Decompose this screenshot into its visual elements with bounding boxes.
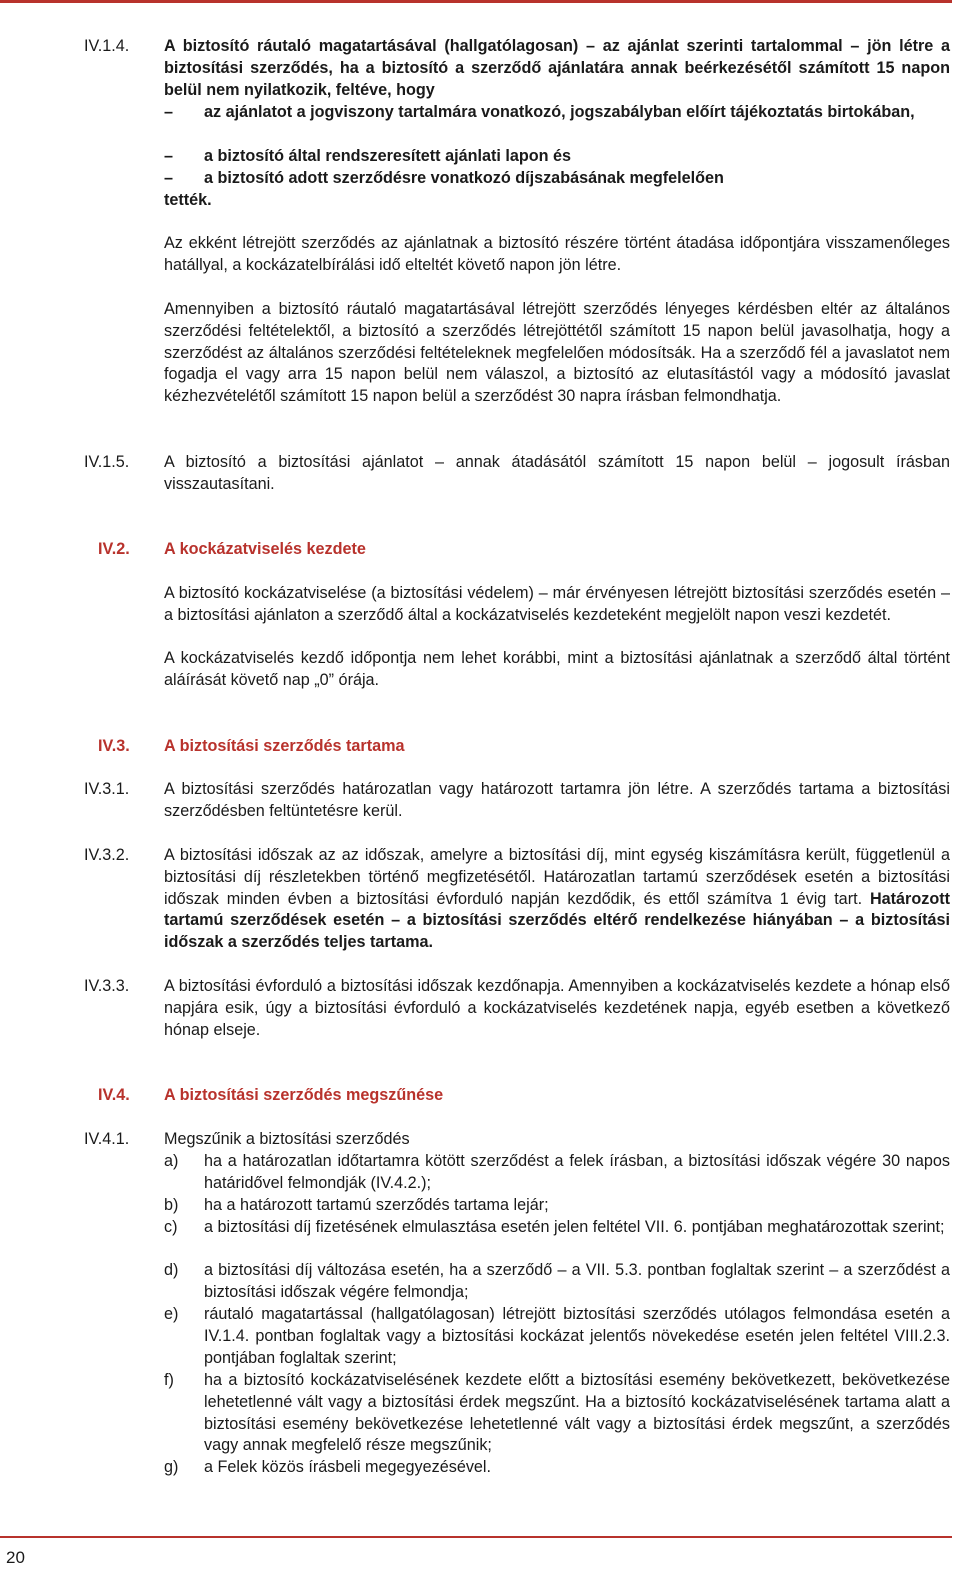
paragraph-bold-text: Határozott tartamú szerződések esetén – a biztosítási szerződés eltérő rendelkezése hiányában – a biztosítási időszak a szerződés teljes tartama. <box>164 889 951 952</box>
list-item-text: ha a határozatlan időtartamra kötött szerződést a felek írásban, a biztosítási időszak végére 30 napos határidővel felmondják (IV.4.2.); <box>204 1152 950 1192</box>
dash-item-text: a biztosító által rendszeresített ajánlati lapon és <box>204 147 572 165</box>
list-marker: e) <box>164 1305 179 1323</box>
paragraph: A kockázatviselés kezdő időpontja nem lehet korábbi, mint a biztosítási ajánlatnak a szerződő által történt aláírását követő nap „0” órája. <box>164 649 950 689</box>
list-marker: d) <box>164 1261 179 1279</box>
section-closing: tették. <box>164 191 212 209</box>
list-marker: b) <box>164 1196 179 1214</box>
paragraph: A biztosító a biztosítási ajánlatot – annak átadásától számított 15 napon belül – jogosult írásban visszautasítani. <box>164 453 950 493</box>
section-number: IV.3.2. <box>84 846 130 864</box>
list-item <box>164 1457 950 1479</box>
paragraph: Az ekként létrejött szerződés az ajánlatnak a biztosító részére történt átadása időpontjára visszamenőleges hatállyal, a kockázatelbírálási idő elteltét követő napon jön létre. <box>164 234 950 274</box>
dash-item <box>164 146 950 168</box>
list-item-text: ráutaló magatartással (hallgatólagosan) létrejött biztosítási szerződés utólagos felmondása esetén a IV.1.4. pontban foglaltak vagy a biztosítási kockázat jelentős növekedése esetén jelen feltétel VIII.2.3. pontjában foglaltak szerint; <box>204 1305 950 1367</box>
paragraph: A biztosítási évforduló a biztosítási időszak kezdőnapja. Amennyiben a kockázatviselés kezdete a hónap első napjára esik, úgy a biztosítási évforduló a kockázatviselés kezdetének napja, egyéb esetben a következő hónap elseje. <box>164 977 950 1039</box>
section-number: IV.1.4. <box>84 37 130 55</box>
section-title: A biztosítási szerződés megszűnése <box>164 1086 444 1104</box>
top-rule <box>0 0 952 3</box>
dash-item <box>164 168 950 190</box>
list-item-text: ha a határozott tartamú szerződés tartama lejár; <box>204 1196 549 1214</box>
section-number: IV.3. <box>98 737 130 755</box>
section-title: A kockázatviselés kezdete <box>164 540 366 558</box>
list-item <box>164 1370 950 1457</box>
paragraph: A biztosítási szerződés határozatlan vagy határozott tartamra jön létre. A szerződés tartama a biztosítási szerződésben feltüntetésre kerül. <box>164 780 950 820</box>
paragraph-text: A biztosítási időszak az az időszak, amelyre a biztosítási díj, mint egység kiszámításra került, függetlenül a biztosítási díj részletekben történő megfizetésétől. Határozatlan tartamú szerződések esetén a biztosítási időszak minden évben a biztosítási évforduló napján kezdődik, és ettől számítva 1 évig tart. <box>164 846 950 908</box>
section-number: IV.4.1. <box>84 1130 130 1148</box>
dash-item <box>164 102 950 124</box>
section-number: IV.1.5. <box>84 453 130 471</box>
page-number: 20 <box>6 1548 25 1567</box>
paragraph: Amennyiben a biztosító ráutaló magatartásával létrejött szerződés lényeges kérdésben eltér az általános szerződési feltételektől, a biztosító a szerződés létrejöttétől számított 15 napon belül javasolhatja, hogy a szerződést az általános szerződési feltételeknek megfelelően módosítsák. Ha a szerződő fél a javaslatot nem fogadja el vagy arra 15 napon belül nem válaszol, a biztosító az elutasítástól vagy a módosító javaslat kézhezvételétől számított 15 napon belül a szerződést 30 napra írásban felmondhatja. <box>164 300 950 406</box>
list-item <box>164 1260 950 1304</box>
section-title: A biztosítási szerződés tartama <box>164 737 405 755</box>
list-item <box>164 1304 950 1369</box>
dash-marker: – <box>164 103 174 121</box>
list-item <box>164 1217 950 1239</box>
section-number: IV.4. <box>98 1086 130 1104</box>
list-item-text: ha a biztosító kockázatviselésének kezdete előtt a biztosítási esemény bekövetkezett, bekövetkezése lehetetlenné vált vagy a biztosítási érdek megszűnt. Ha a biztosító kockázatviselésének tartama alatt a biztosítási esemény bekövetkezése lehetetlenné vált vagy a biztosítási érdek megszűnt, a szerződés vagy annak megfelelő része megszűnik; <box>204 1371 950 1455</box>
dash-marker: – <box>164 147 174 165</box>
section-intro: A biztosító ráutaló magatartásával (hallgatólagosan) – az ajánlat szerinti tartalommal – jön létre a biztosítási szerződés, ha a biztosító a szerződő ajánlatára annak beérkezésétől számított 15 napon belül nem nyilatkozik, feltéve, hogy <box>164 37 950 99</box>
list-item-text: a biztosítási díj fizetésének elmulasztása esetén jelen feltétel VII. 6. pontjában meghatározottak szerint; <box>204 1218 945 1236</box>
list-marker: a) <box>164 1152 179 1170</box>
list-item <box>164 1195 950 1217</box>
dash-item-text: az ajánlatot a jogviszony tartalmára vonatkozó, jogszabályban előírt tájékoztatás birtokában, <box>204 103 915 121</box>
list-marker: f) <box>164 1371 174 1389</box>
bottom-rule <box>0 1536 952 1538</box>
list-item-text: a biztosítási díj változása esetén, ha a szerződő – a VII. 5.3. pontban foglaltak szerint – a szerződést a biztosítási időszak végére felmondja; <box>204 1261 950 1301</box>
section-number: IV.3.1. <box>84 780 130 798</box>
paragraph: A biztosító kockázatviselése (a biztosítási védelem) – már érvényesen létrejött biztosítási szerződés esetén – a biztosítási ajánlaton a szerződő által a kockázatviselés kezdeteként megjelölt napon veszi kezdetét. <box>164 584 950 624</box>
list-marker: c) <box>164 1218 178 1236</box>
section-number: IV.3.3. <box>84 977 130 995</box>
paragraph <box>164 845 950 954</box>
dash-marker: – <box>164 169 174 187</box>
paragraph: Megszűnik a biztosítási szerződés <box>164 1130 410 1148</box>
list-marker: g) <box>164 1458 179 1476</box>
dash-item-text: a biztosító adott szerződésre vonatkozó díjszabásának megfelelően <box>204 169 724 187</box>
list-item <box>164 1151 950 1195</box>
list-item-text: a Felek közös írásbeli megegyezésével. <box>204 1458 492 1476</box>
section-number: IV.2. <box>98 540 130 558</box>
